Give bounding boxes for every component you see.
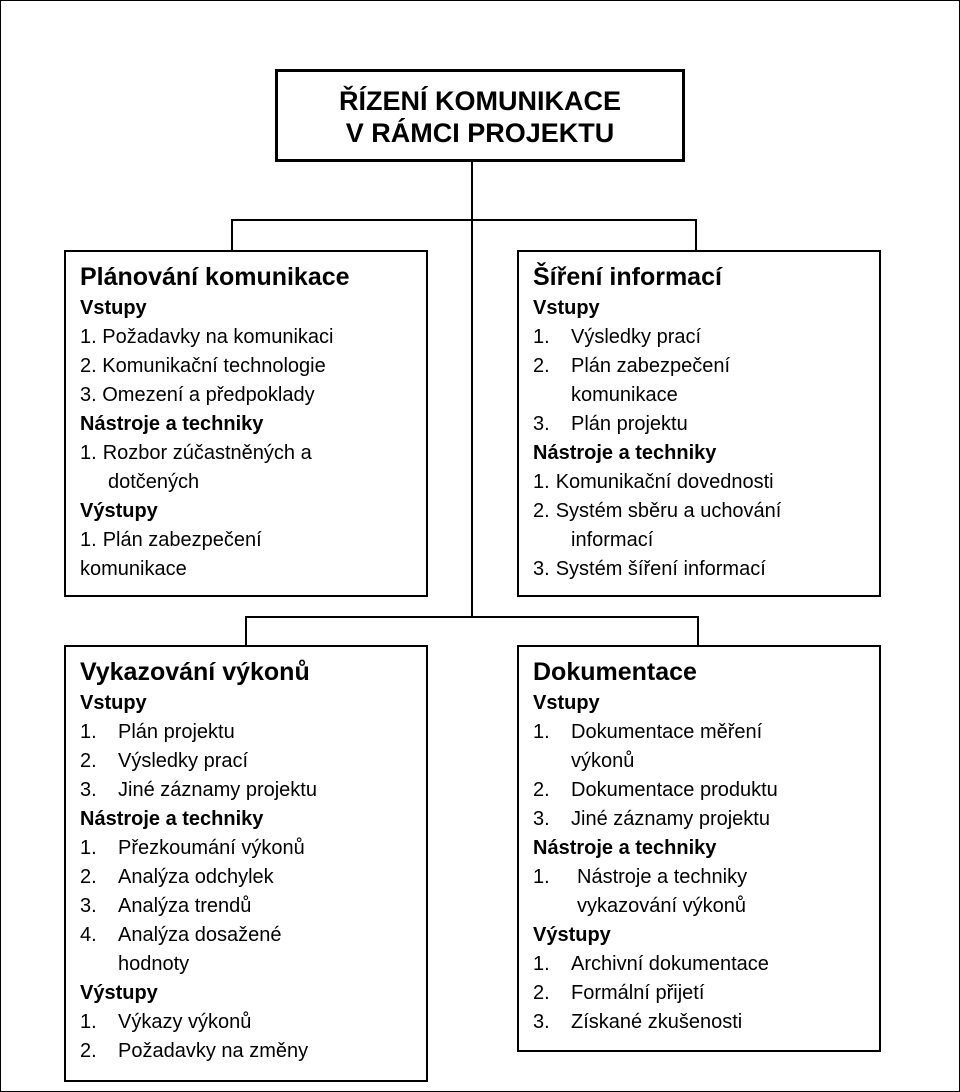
connector-top-left-drop [231,219,233,251]
item-number: 1. [80,837,97,859]
item-text: Výkazy výkonů [118,1011,252,1033]
list-item [80,526,426,584]
connector-bottom-bar [245,616,699,618]
item-text: Analýza dosažené [118,924,282,946]
list-item [533,1008,879,1037]
section-tools-label: Nástroje a techniky [80,808,264,830]
item-text-continued: vykazování výkonů [577,895,746,917]
item-text: Požadavky na změny [118,1040,309,1062]
list-item [80,1037,426,1066]
item-number: 1. [80,529,97,551]
list-item [533,718,879,776]
item-number: 4. [80,924,97,946]
box-dokumentace [517,645,881,1052]
item-number: 3. [80,779,97,801]
list-item [80,834,426,863]
item-text: Analýza odchylek [118,866,274,888]
box-vykazovani-vykonu [64,645,428,1082]
title-line-2: V RÁMCI PROJEKTU [345,118,615,148]
connector-trunk [471,161,473,618]
section-inputs-label: Vstupy [80,297,147,319]
title-line-1: ŘÍZENÍ KOMUNIKACE [339,86,621,116]
box-heading: Dokumentace [533,658,697,686]
item-text-continued: komunikace [80,558,187,580]
item-text: Získané zkušenosti [571,1011,743,1033]
item-number: 2. [80,866,97,888]
item-number: 3. [533,558,550,580]
list-item [533,555,879,584]
item-number: 2. [533,982,550,1004]
list-item [80,921,426,979]
list-item [80,863,426,892]
section-tools-label: Nástroje a techniky [80,413,264,435]
list-item [80,747,426,776]
item-number: 1. [533,471,550,493]
item-text: Dokumentace produktu [571,779,778,801]
list-item [533,323,879,352]
item-number: 2. [533,779,550,801]
connector-bottom-left-drop [245,616,247,646]
list-item [80,718,426,747]
list-item [80,892,426,921]
list-item: 1. Požadavky na komunikaci [80,326,334,348]
item-text: Plán projektu [571,413,688,435]
box-heading: Vykazování výkonů [80,658,310,686]
item-text: Systém šíření informací [555,558,766,580]
item-text-continued: hodnoty [118,953,190,975]
list-item [80,1008,426,1037]
item-text: Plán projektu [118,721,235,743]
connector-top-right-drop [695,219,697,251]
item-text: Výsledky prací [571,326,702,348]
item-text: Plán zabezpečení [102,529,262,551]
list-item: 3. Omezení a předpoklady [80,384,315,406]
item-number: 1. [533,866,550,888]
item-text: Plán zabezpečení [571,355,731,377]
item-text: Rozbor zúčastněných a [102,442,312,464]
section-outputs-label: Výstupy [80,500,158,522]
list-item [533,410,879,439]
item-number: 2. [533,500,550,522]
box-sireni-informaci [517,250,881,597]
item-text: Výsledky prací [118,750,249,772]
item-number: 2. [80,1040,97,1062]
item-text: Nástroje a techniky [577,866,748,888]
list-item [80,776,426,805]
section-inputs-label: Vstupy [80,692,147,714]
list-item [533,497,879,555]
item-number: 1. [533,721,550,743]
connector-bottom-right-drop [697,616,699,646]
item-text: Analýza trendů [118,895,252,917]
item-text: Archivní dokumentace [571,953,769,975]
section-tools-label: Nástroje a techniky [533,442,717,464]
box-heading: Plánování komunikace [80,263,350,291]
list-item [80,439,426,497]
item-number: 1. [533,953,550,975]
item-text-continued: výkonů [571,750,635,772]
item-number: 3. [533,413,550,435]
list-item [533,979,879,1008]
item-text: Systém sběru a uchování [555,500,782,522]
list-item [533,950,879,979]
item-text: Přezkoumání výkonů [118,837,305,859]
item-number: 3. [533,808,550,830]
list-item [533,776,879,805]
item-number: 1. [533,326,550,348]
box-planovani-komunikace [64,250,428,597]
item-number: 3. [533,1011,550,1033]
section-inputs-label: Vstupy [533,297,600,319]
item-text-continued: dotčených [108,471,200,493]
item-text: Jiné záznamy projektu [118,779,317,801]
list-item [533,352,879,410]
item-number: 1. [80,721,97,743]
connector-top-bar [231,219,697,221]
item-number: 3. [80,895,97,917]
list-item [533,805,879,834]
section-outputs-label: Výstupy [80,982,158,1004]
item-text-continued: komunikace [571,384,678,406]
section-inputs-label: Vstupy [533,692,600,714]
item-text: Dokumentace měření [571,721,763,743]
title-box [275,69,685,162]
list-item: 2. Komunikační technologie [80,355,326,377]
item-text: Formální přijetí [571,982,705,1004]
section-tools-label: Nástroje a techniky [533,837,717,859]
list-item [533,468,879,497]
item-number: 1. [80,442,97,464]
item-number: 1. [80,1011,97,1033]
item-text-continued: informací [571,529,654,551]
item-number: 2. [533,355,550,377]
box-heading: Šíření informací [533,263,722,291]
section-outputs-label: Výstupy [533,924,611,946]
item-number: 2. [80,750,97,772]
item-text: Jiné záznamy projektu [571,808,770,830]
list-item [533,863,879,921]
item-text: Komunikační dovednosti [555,471,774,493]
